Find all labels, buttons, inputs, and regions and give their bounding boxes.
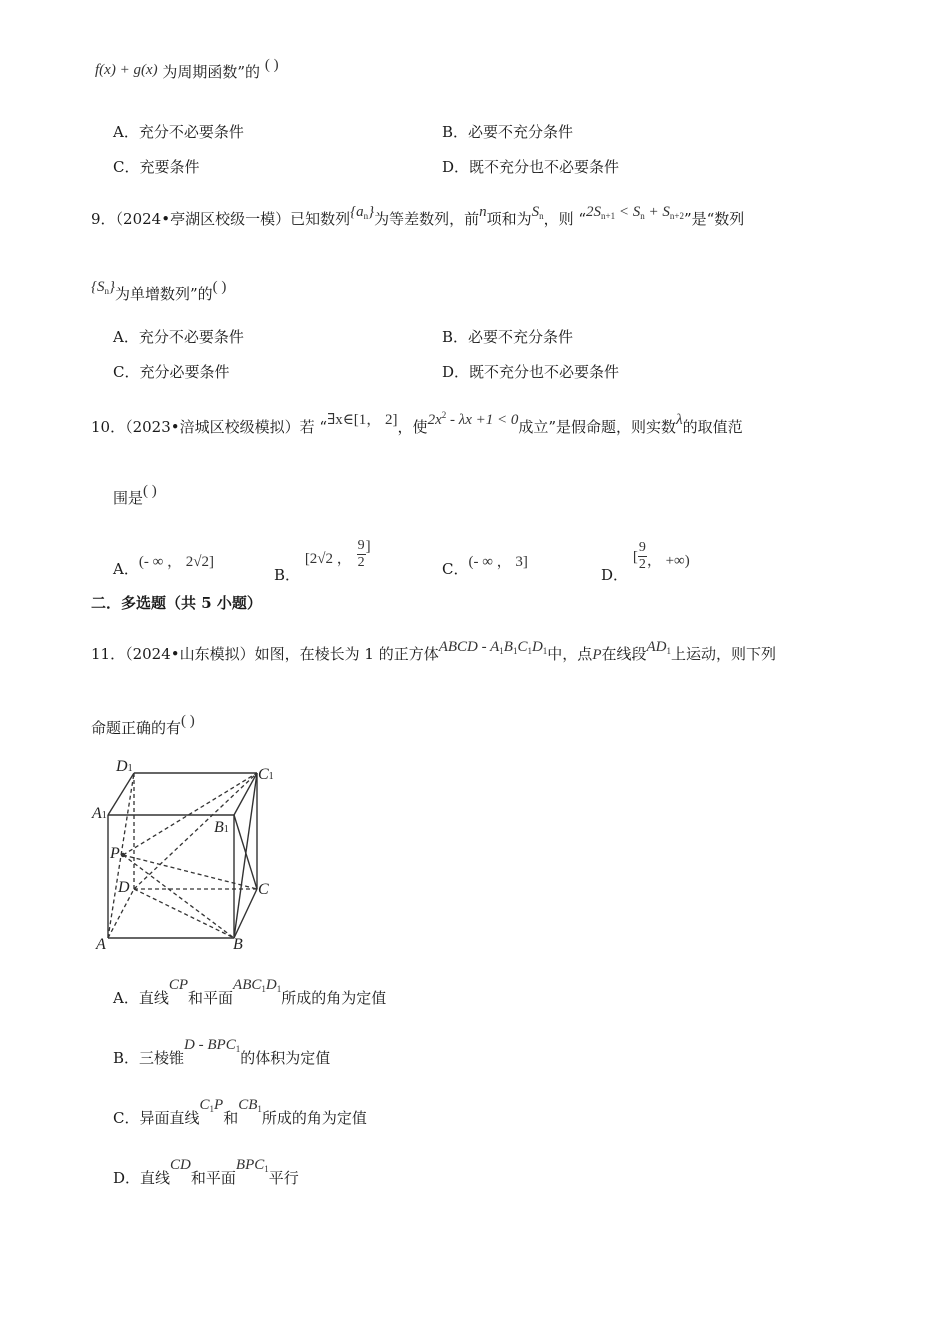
q10-option-a[interactable]: A．(- ∞ ， 2√2]: [113, 554, 215, 578]
q8-option-d[interactable]: D．既不充分也不必要条件: [442, 158, 620, 176]
q11-option-d-plane: $BPC_1$: [235, 1157, 269, 1174]
q9-sum-s: $S_n$: [531, 204, 544, 221]
edge-p-c1: [123, 773, 257, 855]
q8-option-c[interactable]: C．充要条件: [113, 158, 200, 176]
q9-condition: $2S_{n+1} < S_n + S_{n+2}$: [586, 204, 684, 221]
q11-option-d[interactable]: D．直线CD和平面$BPC_1$平行: [113, 1157, 299, 1187]
cube-figure: [88, 752, 288, 957]
q11-option-c-line1: $C_1P$: [199, 1097, 224, 1114]
q10-lambda: λ: [676, 412, 683, 428]
q8-stem-math: f(x) + g(x): [95, 62, 158, 78]
q11-answer-paren: ( ): [181, 713, 195, 729]
label-p: P: [110, 845, 120, 862]
q11-option-a-line: CP: [168, 977, 189, 993]
q10-inequality: $2x^2 - \lambda x +1 < 0$: [427, 410, 519, 428]
q10-option-c[interactable]: C．(- ∞ ， 3]: [442, 554, 528, 578]
q9-option-c[interactable]: C．充分必要条件: [113, 363, 230, 381]
q11-option-c-line2: $CB_1$: [238, 1097, 262, 1114]
q9-seq-a: $\{a_n\}$: [350, 204, 375, 221]
q10-option-d[interactable]: D． [ $\frac{9}{2}$ ， +∞): [601, 540, 690, 584]
q11-option-d-line: CD: [170, 1157, 191, 1173]
edge-p-c: [123, 855, 257, 889]
q11-stem-line1: 11．（2024•山东模拟）如图，在棱长为 1 的正方体ABCD - $A_1B_1C_1D_1$中，点P在线段$AD_1$上运动，则下列: [91, 639, 777, 663]
q11-option-c[interactable]: C．异面直线$C_1P$和$CB_1$所成的角为定值: [113, 1097, 367, 1127]
q10-source: （2023•涪城区校级模拟）若 “: [125, 418, 328, 436]
q10-option-b-fraction: $\frac{9}{2}$: [357, 538, 365, 570]
label-c1: C1: [258, 766, 274, 783]
label-b: B: [233, 936, 243, 953]
edge-d-b: [134, 889, 234, 938]
q8-option-a[interactable]: A．充分不必要条件: [113, 123, 244, 141]
q8-stem-text: 为周期函数”的: [162, 63, 261, 81]
edge-b1-c: [234, 815, 257, 889]
q10-option-b-interval: [2√2 ，: [304, 550, 352, 567]
q10-option-d-fraction: $\frac{9}{2}$: [638, 540, 646, 572]
q10-exists: ∃x∈[1， 2]: [327, 412, 398, 428]
q10-answer-paren: ( ): [143, 483, 157, 499]
label-a1: A1: [92, 805, 107, 822]
q10-number: 10．: [91, 418, 126, 436]
q9-stem-line2: $\{S_n\}$为单增数列”的( ): [91, 279, 227, 303]
label-c: C: [258, 881, 269, 898]
q8-option-b[interactable]: B．必要不充分条件: [442, 123, 574, 141]
q11-stem-line2: 命题正确的有( ): [91, 713, 195, 737]
q8-answer-paren: ( ): [264, 57, 279, 73]
q9-option-a[interactable]: A．充分不必要条件: [113, 328, 244, 346]
q11-cube-name: ABCD - $A_1B_1C_1D_1$: [438, 639, 548, 656]
label-b1: B1: [214, 819, 229, 836]
point-p: [121, 853, 125, 857]
q10-option-b[interactable]: B． [2√2 ， $\frac{9}{2}$ ]: [274, 538, 371, 584]
q11-number: 11．: [91, 645, 126, 663]
q11-source: （2024•山东模拟）如图，在棱长为 1 的正方体: [125, 645, 439, 663]
q10-stem-line2: 围是( ): [113, 483, 157, 507]
q9-seq-s: $\{S_n\}$: [91, 279, 115, 296]
label-d: D: [118, 879, 130, 896]
q9-stem-line1: 9．（2024•亭湖区校级一模）已知数列$\{a_n\}$为等差数列，前n项和为$S_n$，则 “$2S_{n+1} < S_n + S_{n+2}$”是“数列: [91, 204, 745, 228]
q8-stem: [95, 57, 279, 83]
q10-stem-line1: 10．（2023•涪城区校级模拟）若 “∃x∈[1， 2]，使$2x^2 - \lambda x +1 < 0$成立”是假命题，则实数λ的取值范: [91, 410, 743, 436]
label-d1: D1: [116, 758, 133, 775]
edge-p-b: [123, 855, 234, 938]
q9-answer-paren: ( ): [212, 279, 227, 295]
q11-segment: $AD_1$: [646, 639, 671, 656]
q9-source: （2024•亭湖区校级一模）已知数列: [115, 210, 351, 228]
q9-option-b[interactable]: B．必要不充分条件: [442, 328, 574, 346]
q11-option-a-plane: $ABC_1D_1$: [233, 977, 282, 994]
q9-option-d[interactable]: D．既不充分也不必要条件: [442, 363, 620, 381]
q11-option-b[interactable]: B．三棱锥D - $BPC_1$的体积为定值: [113, 1037, 331, 1067]
edge-a1-d1: [108, 773, 134, 815]
q10-option-a-interval: (- ∞ ， 2√2]: [138, 554, 215, 570]
section-title: 二．多选题（共 5 小题）: [91, 594, 262, 612]
label-a: A: [96, 936, 106, 953]
q10-option-c-interval: (- ∞ ， 3]: [468, 554, 528, 570]
q11-option-a[interactable]: A．直线CP和平面$ABC_1D_1$所成的角为定值: [113, 977, 387, 1007]
q11-option-b-pyramid: D - $BPC_1$: [184, 1037, 241, 1054]
q9-number: 9．: [91, 210, 116, 228]
